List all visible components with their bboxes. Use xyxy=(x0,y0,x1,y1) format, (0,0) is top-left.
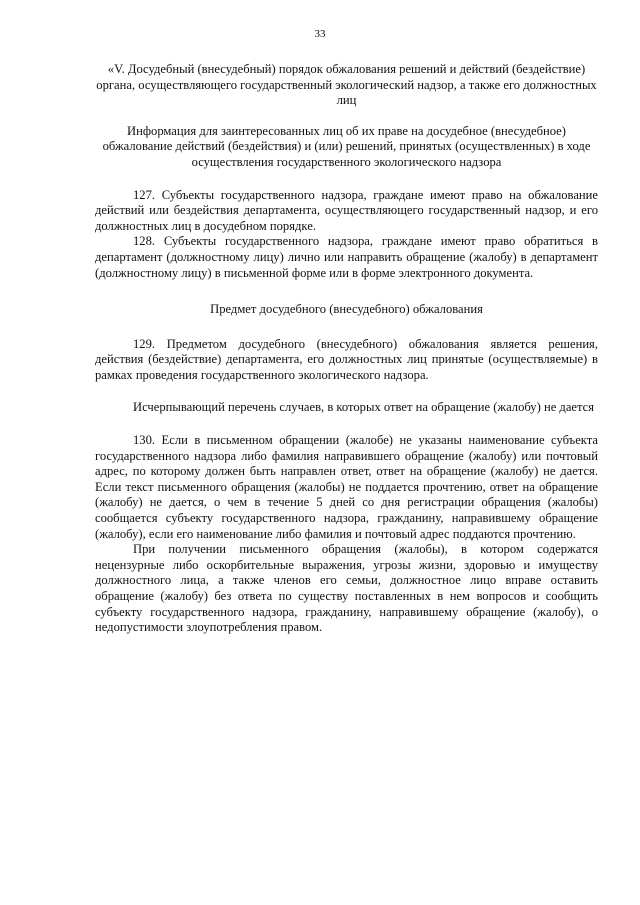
paragraph-127: 127. Субъекты государственного надзора, граждане имеют право на обжалование действий или бездействия департамента, осуществляющего государственный надзор, и его должностных лиц в досудебном порядке. xyxy=(95,187,598,233)
info-heading: Информация для заинтересованных лиц об их праве на досудебное (внесудебное) обжалование действий (бездействия) и (или) решений, принятых (осуществленных) в ходе осуществления государственного экологического надзора xyxy=(102,123,591,169)
paragraph-129: 129. Предметом досудебного (внесудебного) обжалования является решения, действия (бездействие) департамента, его должностных лиц принятые (осуществляемые) в рамках проведения государственного экологического надзора. xyxy=(95,336,598,382)
section-title: «V. Досудебный (внесудебный) порядок обжалования решений и действий (бездействие) органа, осуществляющего государственный экологический надзор, а также его должностных лиц xyxy=(96,62,597,108)
exhaustive-list-heading: Исчерпывающий перечень случаев, в которых ответ на обращение (жалобу) не дается xyxy=(133,399,595,414)
subject-heading: Предмет досудебного (внесудебного) обжалования xyxy=(210,302,483,317)
page-number: 33 xyxy=(314,28,326,40)
paragraph-128: 128. Субъекты государственного надзора, граждане имеют право обратиться в департамент (должностному лицу) лично или направить обращение (жалобу) в департамент (должностному лицу) в письменной форме или в форме электронного документа. xyxy=(95,234,598,280)
paragraph-130-continuation: При получении письменного обращения (жалобы), в котором содержатся нецензурные либо оскорбительные выражения, угрозы жизни, здоровью и имуществу должностного лица, а также членов его семьи, должностное лицо вправе оставить обращение (жалобу) без ответа по существу поставленных в нем вопросов и сообщить субъекту государственного надзора, гражданину, направившему обращение (жалобу), о недопустимости злоупотребления правом. xyxy=(95,542,598,635)
paragraph-130: 130. Если в письменном обращении (жалобе) не указаны наименование субъекта государственного надзора либо фамилия направившего обращение (жалобу) или почтовый адрес, по которому должен быть направлен ответ, ответ на обращение (жалобу) не дается. Если текст письменного обращения (жалобы) не поддается прочтению, ответ на обращение (жалобу) не дается, о чем в течение 5 дней со дня регистрации обращения (жалобы) сообщается субъекту государственного надзора, гражданину, направившему обращение (жалобу), если его наименование либо фамилия и почтовый адрес поддаются прочтению. xyxy=(95,433,598,541)
document-body xyxy=(95,62,598,636)
